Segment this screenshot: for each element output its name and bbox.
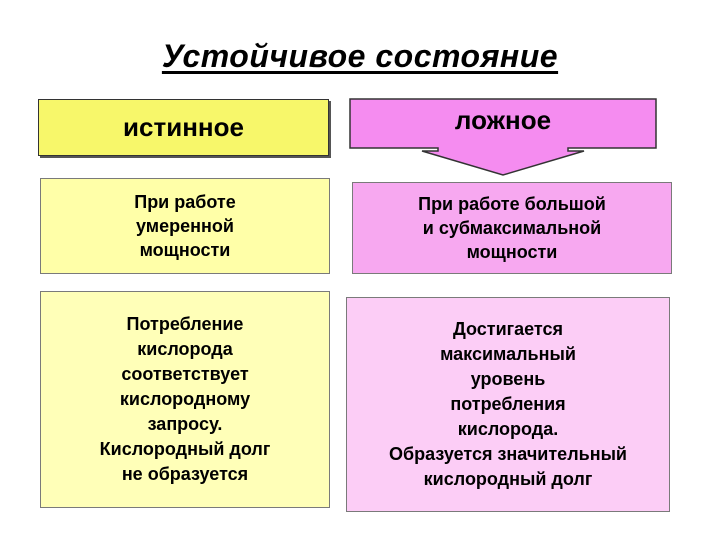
text-line: кислорода. xyxy=(457,419,559,439)
header-false-label: ложное xyxy=(454,105,552,135)
text-line: не образуется xyxy=(121,464,249,484)
text-line: При работе большой xyxy=(418,194,606,214)
text-line: кислорода xyxy=(137,339,233,359)
true-state-condition xyxy=(40,178,330,274)
text-line: кислородному xyxy=(119,389,251,409)
page-title: Устойчивое состояние xyxy=(161,38,559,74)
text-line: мощности xyxy=(139,240,231,260)
text-line: и субмаксимальной xyxy=(422,218,602,238)
text-line: соответствует xyxy=(121,364,249,384)
header-true-state xyxy=(38,99,329,156)
false-state-description xyxy=(346,297,670,512)
text-line: потребления xyxy=(450,394,566,414)
header-true-label: истинное xyxy=(123,112,244,142)
false-state-condition xyxy=(352,182,672,274)
text-line: При работе xyxy=(134,192,236,212)
text-line: Достигается xyxy=(452,319,564,339)
text-line: Потребление xyxy=(126,314,244,334)
text-line: Кислородный долг xyxy=(99,439,271,459)
header-false-state xyxy=(350,99,656,176)
true-state-description xyxy=(40,291,330,508)
text-line: максимальный xyxy=(440,344,576,364)
text-line: уровень xyxy=(470,369,546,389)
text-line: умеренной xyxy=(136,216,234,236)
text-line: мощности xyxy=(466,242,558,262)
text-line: кислородный долг xyxy=(423,469,593,489)
text-line: Образуется значительный xyxy=(388,444,628,464)
text-line: запросу. xyxy=(147,414,223,434)
